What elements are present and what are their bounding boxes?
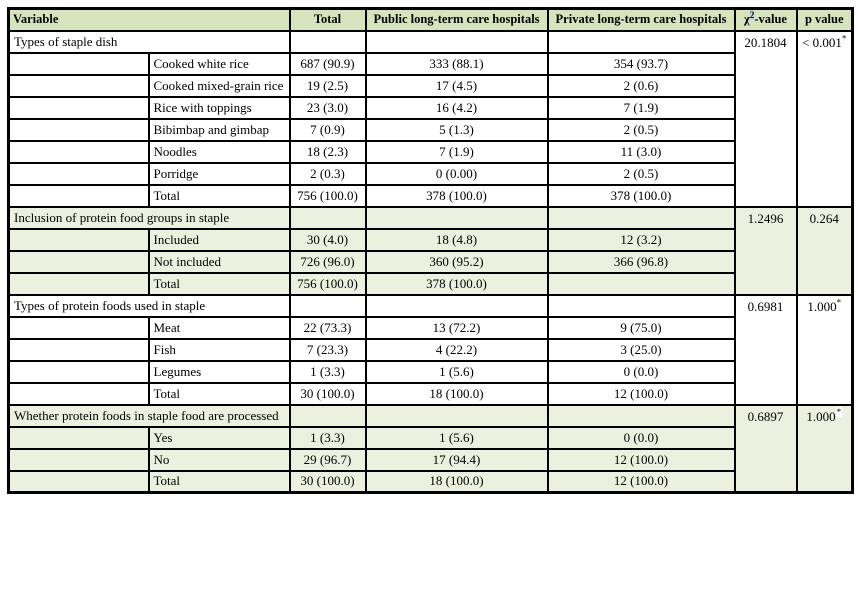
row-public-cell: 1 (5.6) — [366, 427, 548, 449]
row-total-cell: 687 (90.9) — [290, 53, 366, 75]
row-indent-cell — [9, 449, 149, 471]
p-value-cell: 0.264 — [797, 207, 853, 295]
section-header-row — [9, 405, 853, 427]
p-value-cell: 1.000* — [797, 405, 853, 493]
row-indent-cell — [9, 273, 149, 295]
row-private-cell: 2 (0.5) — [548, 119, 735, 141]
section-empty-private-cell — [548, 31, 735, 53]
section-title-cell: Whether protein foods in staple food are processed — [9, 405, 290, 427]
chi-square-value-cell: 0.6981 — [735, 295, 797, 405]
row-total-cell: 19 (2.5) — [290, 75, 366, 97]
row-total-cell: 30 (100.0) — [290, 383, 366, 405]
row-public-cell: 378 (100.0) — [366, 185, 548, 207]
row-private-cell: 12 (100.0) — [548, 449, 735, 471]
chi-superscript: 2 — [749, 10, 755, 21]
row-total-cell: 30 (4.0) — [290, 229, 366, 251]
p-value-asterisk: * — [836, 297, 842, 308]
row-label-cell: Total — [149, 185, 290, 207]
section-empty-private-cell — [548, 207, 735, 229]
table-row — [9, 427, 853, 449]
row-private-cell — [548, 273, 735, 295]
table-row — [9, 317, 853, 339]
p-value-asterisk: * — [836, 407, 842, 418]
row-public-cell: 18 (100.0) — [366, 383, 548, 405]
header-private-hospitals: Private long-term care hospitals — [548, 9, 735, 31]
section-empty-total-cell — [290, 31, 366, 53]
table-row — [9, 361, 853, 383]
row-private-cell: 12 (100.0) — [548, 471, 735, 493]
section-header-row — [9, 295, 853, 317]
section-title-cell: Types of staple dish — [9, 31, 290, 53]
section-empty-public-cell — [366, 31, 548, 53]
row-public-cell: 333 (88.1) — [366, 53, 548, 75]
row-label-cell: Total — [149, 383, 290, 405]
p-value-cell: 1.000* — [797, 295, 853, 405]
table-row — [9, 449, 853, 471]
row-indent-cell — [9, 141, 149, 163]
table-row — [9, 185, 853, 207]
row-public-cell: 0 (0.00) — [366, 163, 548, 185]
row-public-cell: 1 (5.6) — [366, 361, 548, 383]
row-public-cell: 360 (95.2) — [366, 251, 548, 273]
row-private-cell: 0 (0.0) — [548, 427, 735, 449]
row-total-cell: 7 (0.9) — [290, 119, 366, 141]
row-label-cell: Noodles — [149, 141, 290, 163]
row-label-cell: Cooked white rice — [149, 53, 290, 75]
row-public-cell: 5 (1.3) — [366, 119, 548, 141]
row-public-cell: 378 (100.0) — [366, 273, 548, 295]
row-indent-cell — [9, 383, 149, 405]
row-indent-cell — [9, 361, 149, 383]
row-label-cell: Porridge — [149, 163, 290, 185]
row-label-cell: Total — [149, 273, 290, 295]
row-indent-cell — [9, 75, 149, 97]
table-row — [9, 163, 853, 185]
section-title-cell: Types of protein foods used in staple — [9, 295, 290, 317]
chi-square-value-cell: 0.6897 — [735, 405, 797, 493]
row-indent-cell — [9, 427, 149, 449]
row-total-cell: 756 (100.0) — [290, 273, 366, 295]
row-label-cell: Yes — [149, 427, 290, 449]
table-row — [9, 273, 853, 295]
row-public-cell: 18 (4.8) — [366, 229, 548, 251]
row-label-cell: Rice with toppings — [149, 97, 290, 119]
section-empty-public-cell — [366, 405, 548, 427]
header-chi-square-value — [735, 9, 797, 31]
table-row — [9, 251, 853, 273]
chi-value-suffix: -value — [754, 12, 787, 27]
row-indent-cell — [9, 471, 149, 493]
row-public-cell: 16 (4.2) — [366, 97, 548, 119]
row-total-cell: 2 (0.3) — [290, 163, 366, 185]
header-p-value: p value — [797, 9, 853, 31]
table-row — [9, 383, 853, 405]
table-row — [9, 75, 853, 97]
row-private-cell: 11 (3.0) — [548, 141, 735, 163]
table-row — [9, 229, 853, 251]
table-row — [9, 339, 853, 361]
row-private-cell: 2 (0.5) — [548, 163, 735, 185]
chi-square-value-cell: 1.2496 — [735, 207, 797, 295]
row-label-cell: Included — [149, 229, 290, 251]
section-empty-public-cell — [366, 207, 548, 229]
row-total-cell: 1 (3.3) — [290, 361, 366, 383]
row-total-cell: 29 (96.7) — [290, 449, 366, 471]
row-public-cell: 17 (94.4) — [366, 449, 548, 471]
row-private-cell: 12 (3.2) — [548, 229, 735, 251]
row-private-cell: 12 (100.0) — [548, 383, 735, 405]
section-header-row — [9, 31, 853, 53]
row-total-cell: 23 (3.0) — [290, 97, 366, 119]
section-empty-total-cell — [290, 405, 366, 427]
row-total-cell: 7 (23.3) — [290, 339, 366, 361]
table-row — [9, 471, 853, 493]
row-indent-cell — [9, 251, 149, 273]
row-indent-cell — [9, 185, 149, 207]
row-private-cell: 0 (0.0) — [548, 361, 735, 383]
chi-square-value-cell: 20.1804 — [735, 31, 797, 207]
row-private-cell: 9 (75.0) — [548, 317, 735, 339]
row-public-cell: 18 (100.0) — [366, 471, 548, 493]
row-public-cell: 4 (22.2) — [366, 339, 548, 361]
row-indent-cell — [9, 53, 149, 75]
section-empty-public-cell — [366, 295, 548, 317]
row-private-cell: 354 (93.7) — [548, 53, 735, 75]
section-empty-total-cell — [290, 295, 366, 317]
chi-symbol: χ — [744, 12, 750, 27]
row-total-cell: 30 (100.0) — [290, 471, 366, 493]
row-total-cell: 18 (2.3) — [290, 141, 366, 163]
table-row — [9, 119, 853, 141]
header-variable: Variable — [9, 9, 290, 31]
table-row — [9, 97, 853, 119]
statistics-table — [7, 7, 854, 494]
row-private-cell: 2 (0.6) — [548, 75, 735, 97]
header-total: Total — [290, 9, 366, 31]
section-empty-total-cell — [290, 207, 366, 229]
table-body — [9, 31, 853, 493]
row-label-cell: Total — [149, 471, 290, 493]
row-indent-cell — [9, 339, 149, 361]
row-private-cell: 7 (1.9) — [548, 97, 735, 119]
row-public-cell: 13 (72.2) — [366, 317, 548, 339]
row-total-cell: 1 (3.3) — [290, 427, 366, 449]
p-value-cell: < 0.001* — [797, 31, 853, 207]
row-label-cell: No — [149, 449, 290, 471]
section-empty-private-cell — [548, 405, 735, 427]
section-title-cell: Inclusion of protein food groups in staple — [9, 207, 290, 229]
row-label-cell: Fish — [149, 339, 290, 361]
table-row — [9, 141, 853, 163]
row-private-cell: 3 (25.0) — [548, 339, 735, 361]
p-value-asterisk: * — [841, 33, 847, 44]
table-row — [9, 53, 853, 75]
header-public-hospitals: Public long-term care hospitals — [366, 9, 548, 31]
row-private-cell: 378 (100.0) — [548, 185, 735, 207]
section-empty-private-cell — [548, 295, 735, 317]
header-row — [9, 9, 853, 31]
section-header-row — [9, 207, 853, 229]
row-total-cell: 726 (96.0) — [290, 251, 366, 273]
row-private-cell: 366 (96.8) — [548, 251, 735, 273]
row-indent-cell — [9, 97, 149, 119]
row-label-cell: Meat — [149, 317, 290, 339]
row-public-cell: 7 (1.9) — [366, 141, 548, 163]
row-label-cell: Bibimbap and gimbap — [149, 119, 290, 141]
row-public-cell: 17 (4.5) — [366, 75, 548, 97]
row-label-cell: Not included — [149, 251, 290, 273]
row-label-cell: Cooked mixed-grain rice — [149, 75, 290, 97]
row-indent-cell — [9, 163, 149, 185]
row-indent-cell — [9, 317, 149, 339]
row-indent-cell — [9, 119, 149, 141]
row-total-cell: 22 (73.3) — [290, 317, 366, 339]
row-label-cell: Legumes — [149, 361, 290, 383]
row-total-cell: 756 (100.0) — [290, 185, 366, 207]
row-indent-cell — [9, 229, 149, 251]
